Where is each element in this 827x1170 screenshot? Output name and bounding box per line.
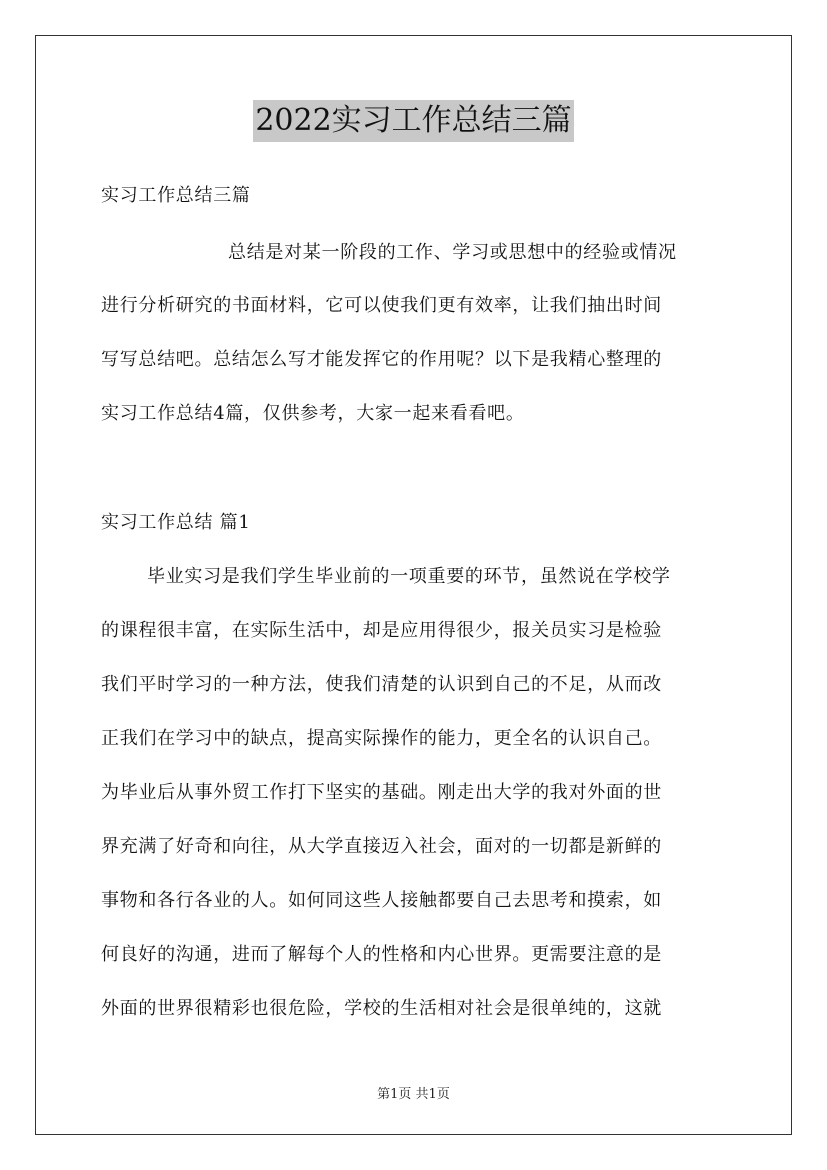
document-title-text: 2022实习工作总结三篇	[253, 100, 573, 142]
intro-line-3: 写写总结吧。总结怎么写才能发挥它的作用呢？以下是我精心整理的	[101, 349, 662, 370]
page-number: 第1页 共1页	[377, 1087, 450, 1102]
subtitle: 实习工作总结三篇	[101, 185, 251, 206]
intro-line-4: 实习工作总结4篇，仅供参考，大家一起来看看吧。	[101, 403, 525, 424]
section1-line-3: 我们平时学习的一种方法，使我们清楚的认识到自己的不足，从而改	[101, 674, 662, 695]
section1-line-8: 何良好的沟通，进而了解每个人的性格和内心世界。更需要注意的是	[101, 944, 662, 965]
section1-line-7: 事物和各行各业的人。如何同这些人接触都要自己去思考和摸索，如	[101, 890, 662, 911]
document-title	[0, 100, 827, 142]
section1-heading: 实习工作总结 篇1	[101, 512, 251, 533]
section1-line-6: 界充满了好奇和向往，从大学直接迈入社会，面对的一切都是新鲜的	[101, 836, 662, 857]
section1-line-9: 外面的世界很精彩也很危险，学校的生活相对社会是很单纯的，这就	[101, 998, 662, 1019]
section1-line-2: 的课程很丰富，在实际生活中，却是应用得很少，报关员实习是检验	[101, 620, 662, 641]
intro-line-1: 总结是对某一阶段的工作、学习或思想中的经验或情况	[228, 242, 677, 263]
section1-line-5: 为毕业后从事外贸工作打下坚实的基础。刚走出大学的我对外面的世	[101, 782, 662, 803]
section1-line-4: 正我们在学习中的缺点，提高实际操作的能力，更全名的认识自己。	[101, 728, 662, 749]
intro-line-2: 进行分析研究的书面材料，它可以使我们更有效率，让我们抽出时间	[101, 295, 662, 316]
section1-line-1: 毕业实习是我们学生毕业前的一项重要的环节，虽然说在学校学	[147, 566, 671, 587]
